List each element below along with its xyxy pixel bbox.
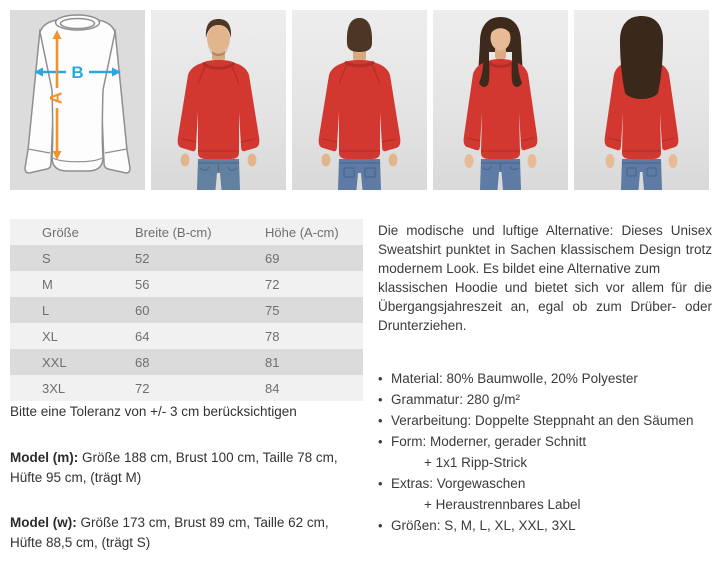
width-cell: 68: [135, 354, 150, 370]
height-cell: 78: [265, 328, 280, 344]
bullet-icon: •: [378, 413, 383, 428]
table-row: [10, 245, 363, 271]
feature-list: [378, 368, 712, 536]
measurement-diagram: [10, 10, 145, 190]
size-cell: XXL: [42, 354, 67, 370]
feature-item: • Extras: Vorgewaschen: [378, 473, 712, 494]
male-back-illustration: [292, 10, 427, 190]
width-label: B: [71, 63, 84, 82]
female-front-illustration: [433, 10, 568, 190]
photo-female-back: [574, 10, 709, 190]
bullet-icon: •: [378, 518, 383, 533]
bullet-icon: •: [378, 434, 383, 449]
feature-item: • Größen: S, M, L, XL, XXL, 3XL: [378, 515, 712, 536]
size-cell: L: [42, 302, 50, 318]
height-label: A: [46, 91, 66, 105]
image-strip: [10, 10, 710, 190]
table-row: [10, 297, 363, 323]
model-w-info: [10, 513, 368, 553]
width-cell: 56: [135, 276, 150, 292]
table-row: [10, 375, 363, 401]
model-w-label: Model (w):: [10, 515, 77, 530]
feature-item: • Grammatur: 280 g/m²: [378, 389, 712, 410]
bullet-icon: •: [378, 371, 383, 386]
model-w-line2: Hüfte 88,5 cm, (trägt S): [10, 535, 151, 550]
height-cell: 75: [265, 302, 280, 318]
description-line: Die modische und luftige Alternative: Dieses Unisex: [378, 223, 712, 238]
table-header-row: [10, 219, 363, 245]
table-row: [10, 323, 363, 349]
feature-item-continuation: + 1x1 Ripp-Strick: [424, 455, 528, 470]
width-cell: 52: [135, 250, 150, 266]
feature-item-continuation: + Heraustrennbares Label: [424, 497, 581, 512]
column-header-size: Größe: [42, 224, 79, 240]
model-m-line2: Hüfte 95 cm, (trägt M): [10, 470, 142, 485]
size-table: [10, 219, 363, 401]
sweatshirt-measurement-icon: [10, 10, 145, 190]
width-cell: 60: [135, 302, 150, 318]
bullet-icon: •: [378, 392, 383, 407]
table-row: [10, 271, 363, 297]
width-cell: 72: [135, 380, 150, 396]
model-m-line1: Model (m): Größe 188 cm, Brust 100 cm, Taille 78 cm,: [10, 450, 338, 465]
feature-item: • Material: 80% Baumwolle, 20% Polyester: [378, 368, 712, 389]
description-line: Drunterziehen.: [378, 318, 467, 333]
description-line: Übergangsjahreszeit an, egal ob zum Drüber- oder: [378, 299, 712, 314]
description-line: modernem Look. Es bildet eine Alternative zum: [378, 261, 661, 276]
photo-male-back: [292, 10, 427, 190]
width-cell: 64: [135, 328, 150, 344]
feature-item: • Verarbeitung: Doppelte Steppnaht an den Säumen: [378, 410, 712, 431]
product-description: [378, 221, 712, 335]
column-header-height: Höhe (A-cm): [265, 224, 339, 240]
description-line: klassischen Hoodie und bietet sich vor allem für die: [378, 280, 712, 295]
height-cell: 84: [265, 380, 280, 396]
column-header-width: Breite (B-cm): [135, 224, 212, 240]
tolerance-note: Bitte eine Toleranz von +/- 3 cm berücksichtigen: [10, 404, 297, 419]
size-cell: XL: [42, 328, 58, 344]
model-w-line1: Model (w): Größe 173 cm, Brust 89 cm, Taille 62 cm,: [10, 515, 329, 530]
photo-male-front: [151, 10, 286, 190]
size-cell: 3XL: [42, 380, 66, 396]
height-cell: 69: [265, 250, 280, 266]
female-back-illustration: [574, 10, 709, 190]
product-details: [378, 221, 712, 536]
size-cell: S: [42, 250, 51, 266]
feature-item: • Form: Moderner, gerader Schnitt: [378, 431, 712, 452]
photo-female-front: [433, 10, 568, 190]
model-m-info: [10, 448, 368, 488]
height-cell: 72: [265, 276, 280, 292]
height-cell: 81: [265, 354, 280, 370]
model-m-label: Model (m):: [10, 450, 79, 465]
size-cell: M: [42, 276, 53, 292]
bullet-icon: •: [378, 476, 383, 491]
table-row: [10, 349, 363, 375]
description-line: Sweatshirt punktet in Sachen klassischem Design trotz: [378, 242, 712, 257]
male-front-illustration: [151, 10, 286, 190]
